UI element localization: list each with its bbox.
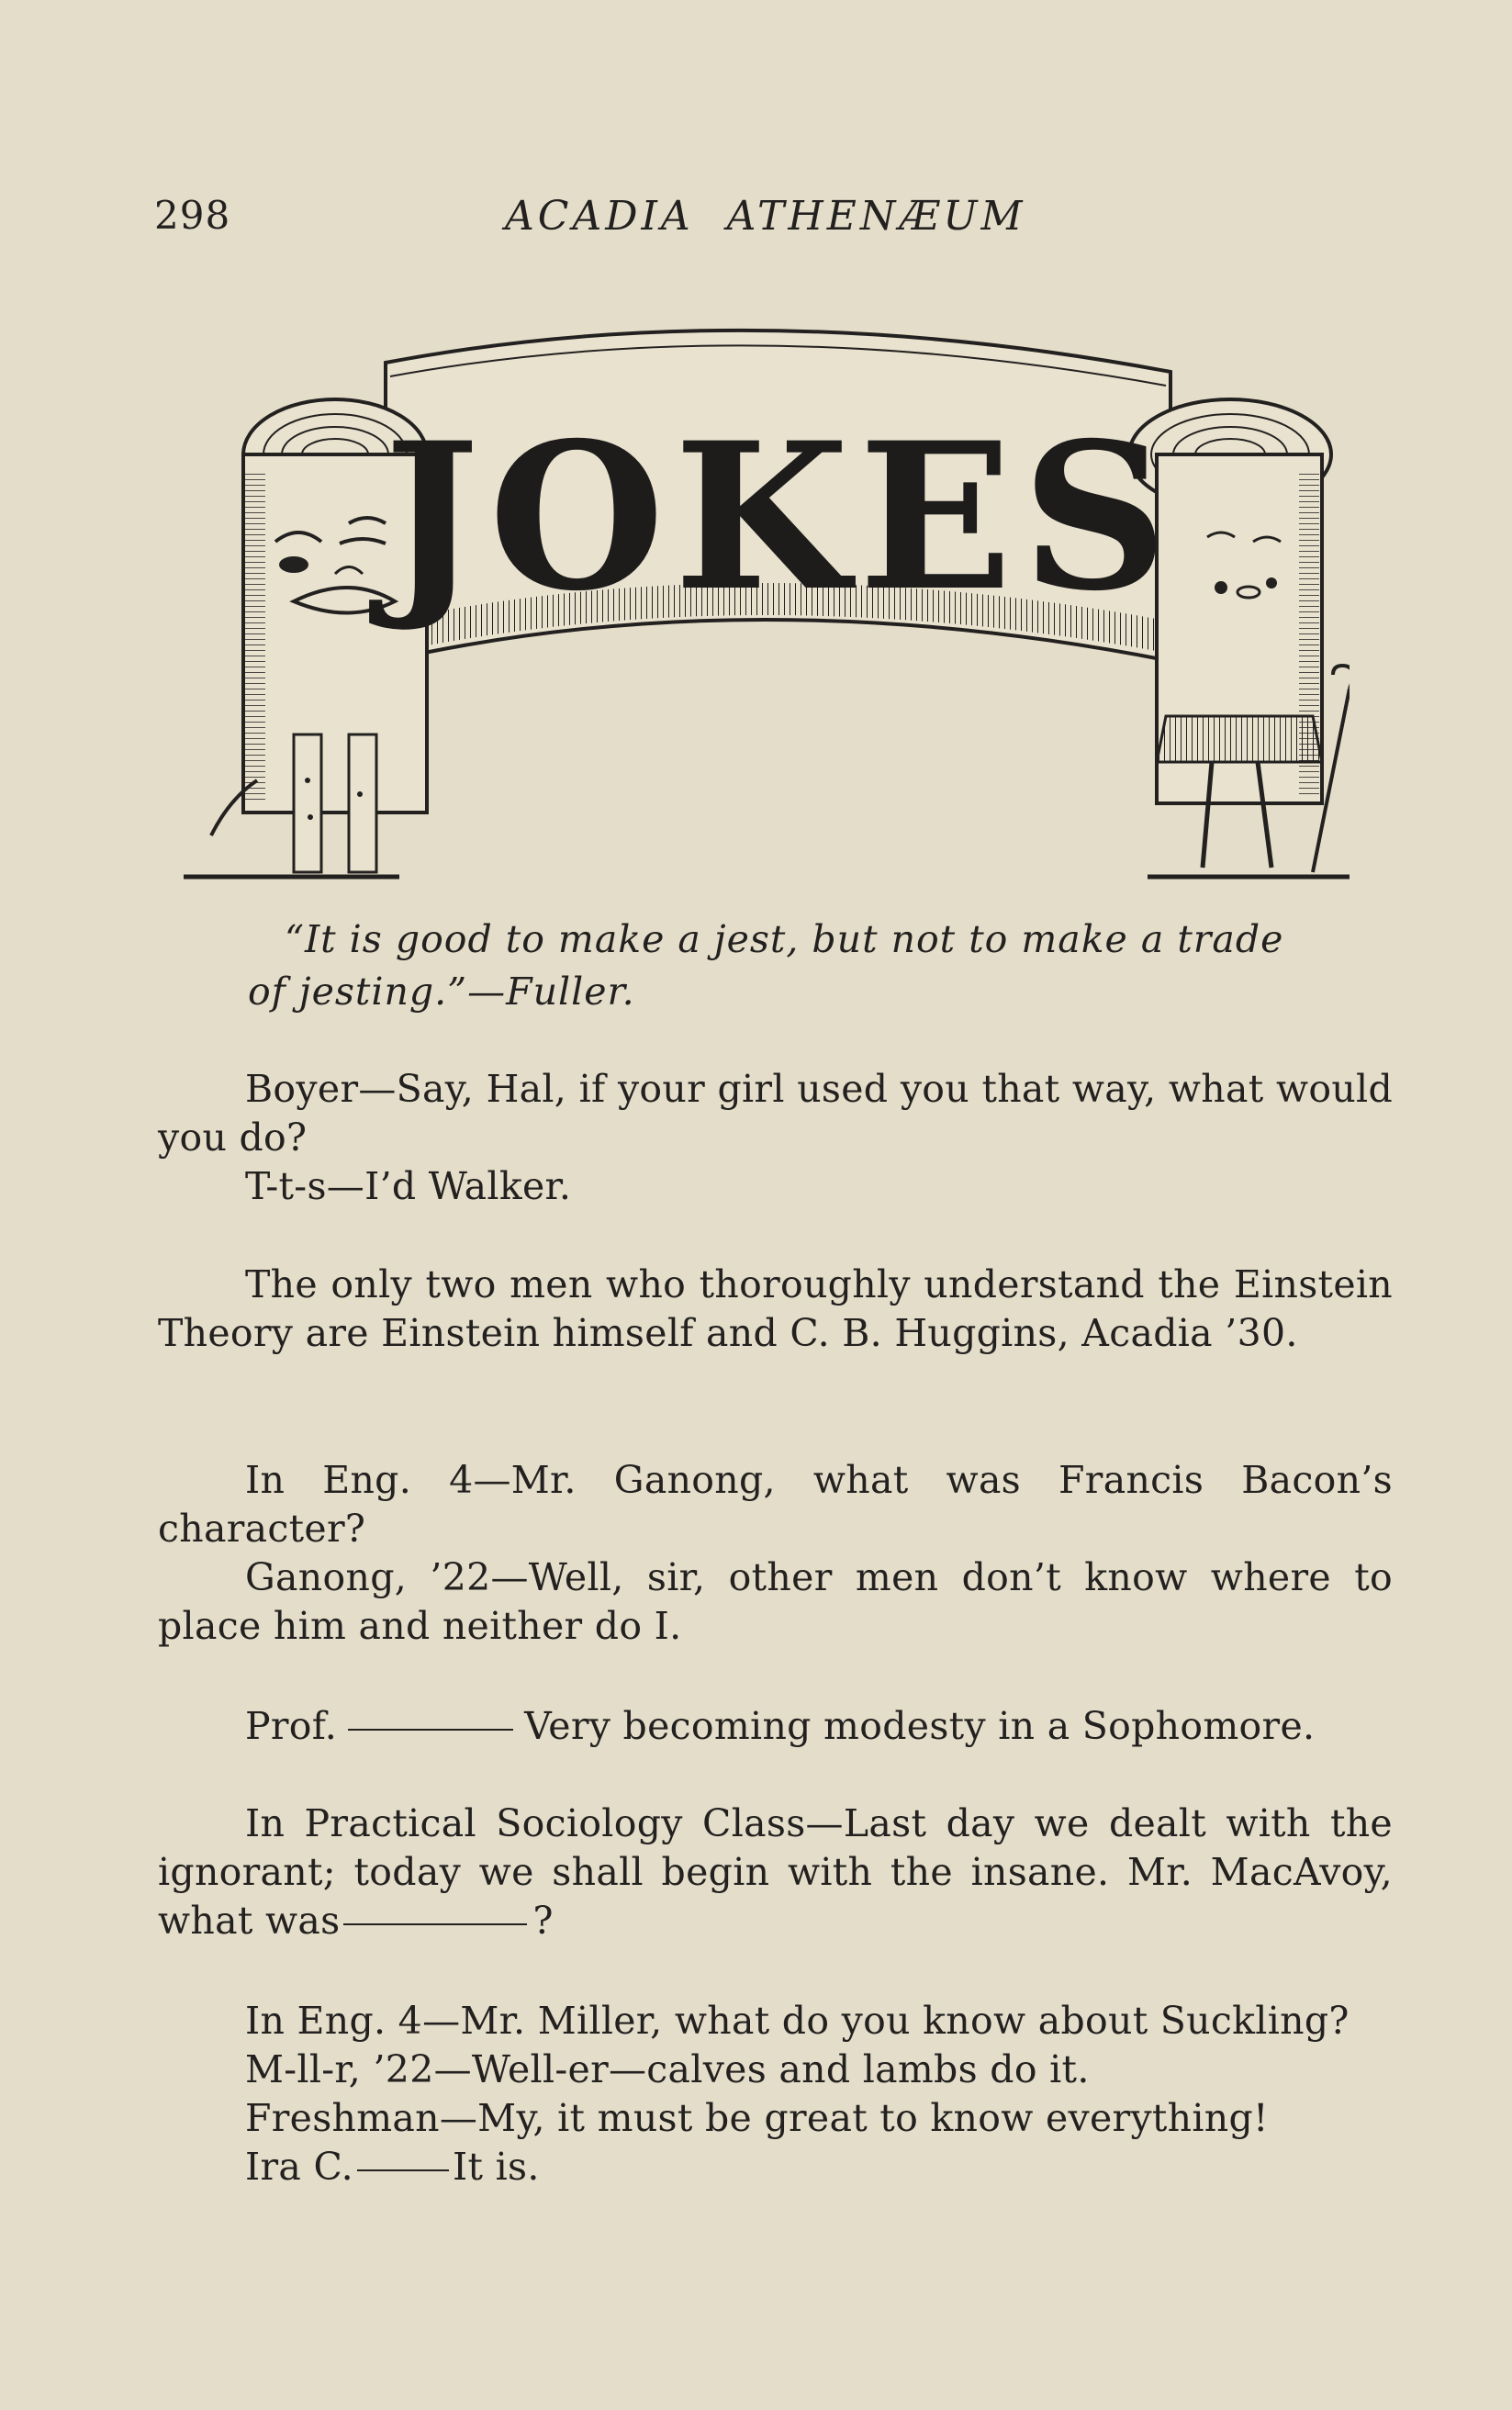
blank-rule (343, 1923, 527, 1925)
joke-miller-line-4-before: Ira C. (245, 2145, 354, 2189)
joke-sociology (158, 1799, 1393, 1945)
joke-miller-line-1: In Eng. 4—Mr. Miller, what do you know about Suckling? (245, 1999, 1350, 2043)
banner-title: JOKES (384, 398, 1177, 635)
joke-sociology-end: ? (532, 1899, 554, 1943)
page-number: 298 (154, 193, 231, 238)
joke-boyer (158, 1065, 1393, 1211)
joke-ganong (158, 1456, 1393, 1651)
running-title: ACADIA ATHENÆUM (505, 193, 1026, 240)
joke-prof-line (158, 1702, 1393, 1751)
jokes-banner-illustration (156, 303, 1350, 891)
joke-boyer-line-2: T-t-s—I’d Walker. (245, 1164, 572, 1208)
joke-sociology-text: In Practical Sociology Class—Last day we dealt with the ignorant; today we shall begin with the insane. Mr. MacAvoy, what was (158, 1801, 1393, 1943)
joke-prof-before: Prof. (245, 1704, 338, 1748)
joke-boyer-line-1: Boyer—Say, Hal, if your girl used you that way, what would you do? (158, 1067, 1393, 1160)
epigraph (248, 914, 1350, 1018)
epigraph-line-2: of jesting.”—Fuller. (248, 970, 635, 1014)
joke-ganong-line-1: In Eng. 4—Mr. Ganong, what was Francis Bacon’s character? (158, 1458, 1393, 1551)
joke-ganong-line-2: Ganong, ’22—Well, sir, other men don’t know where to place him and neither do I. (158, 1555, 1393, 1648)
blank-rule (357, 2169, 449, 2171)
joke-miller-line-4-after: It is. (453, 2145, 540, 2189)
blank-rule (348, 1729, 513, 1731)
joke-miller (158, 1997, 1393, 2191)
joke-miller-line-3: Freshman—My, it must be great to know everything! (245, 2096, 1269, 2140)
joke-sociology-line (158, 1799, 1393, 1945)
joke-miller-line-2: M-ll-r, ’22—Well-er—calves and lambs do it. (245, 2047, 1090, 2091)
joke-miller-line-4 (158, 2143, 1393, 2191)
joke-prof-after: Very becoming modesty in a Sophomore. (524, 1704, 1316, 1748)
joke-einstein-text: The only two men who thoroughly understand the Einstein Theory are Einstein himself and C. B. Huggins, Acadia ’30. (158, 1262, 1393, 1355)
joke-prof (158, 1702, 1393, 1751)
epigraph-line-1: “It is good to make a jest, but not to make a trade (285, 917, 1284, 961)
joke-einstein (158, 1261, 1393, 1358)
